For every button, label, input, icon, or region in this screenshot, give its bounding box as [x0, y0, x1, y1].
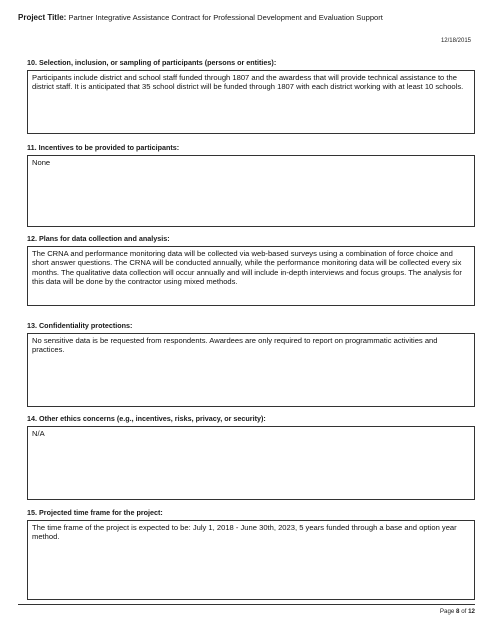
project-title-label: Project Title:	[18, 13, 67, 22]
section-12-data-collection	[27, 234, 475, 306]
section-14-box: N/A	[27, 426, 475, 500]
section-13-title: 13. Confidentiality protections:	[27, 321, 133, 330]
section-12-title: 12. Plans for data collection and analysis:	[27, 234, 170, 243]
page-current: 8	[456, 608, 460, 615]
page-number	[440, 608, 475, 615]
document-date: 12/18/2015	[440, 38, 471, 44]
section-15-box: The time frame of the project is expected to be: July 1, 2018 - June 30th, 2023, 5 years funded through a base and option year method.	[27, 520, 475, 600]
section-13-box: No sensitive data is be requested from respondents. Awardees are only required to report on programmatic activities and practices.	[27, 333, 475, 407]
section-11-box: None	[27, 155, 475, 227]
section-11-title: 11. Incentives to be provided to participants:	[27, 143, 180, 152]
section-15-title: 15. Projected time frame for the project:	[27, 508, 163, 517]
section-11-incentives	[27, 143, 475, 227]
section-10-selection	[27, 58, 475, 134]
page-total: 12	[468, 608, 475, 615]
section-14-title: 14. Other ethics concerns (e.g., incentives, risks, privacy, or security):	[27, 414, 266, 423]
section-14-ethics	[27, 414, 475, 500]
section-12-box: The CRNA and performance monitoring data will be collected via web-based surveys using a combination of force choice and short answer questions. The CRNA will be conducted annually, while the performance monitoring data will be collected every six months. The qualitative data collection will occur annually and will include in-depth interviews and focus groups. The analysis for this data will be done by the contractor using mixed methods.	[27, 246, 475, 306]
project-title-value: Partner Integrative Assistance Contract for Professional Development and Evaluation Support	[68, 13, 383, 22]
page-prefix: Page	[439, 608, 457, 615]
project-title-line	[18, 13, 468, 23]
section-15-timeframe	[27, 508, 475, 600]
section-10-box: Participants include district and school staff funded through 1807 and the awardess that will provide technical assistance to the district staff. It is anticipated that 35 school district will be funded through 1807 with each district working with at least 10 schools.	[27, 70, 475, 134]
section-13-confidentiality	[27, 321, 475, 407]
page-middle: of	[459, 608, 469, 615]
section-10-title: 10. Selection, inclusion, or sampling of participants (persons or entities):	[27, 58, 277, 67]
footer-divider	[18, 604, 475, 605]
